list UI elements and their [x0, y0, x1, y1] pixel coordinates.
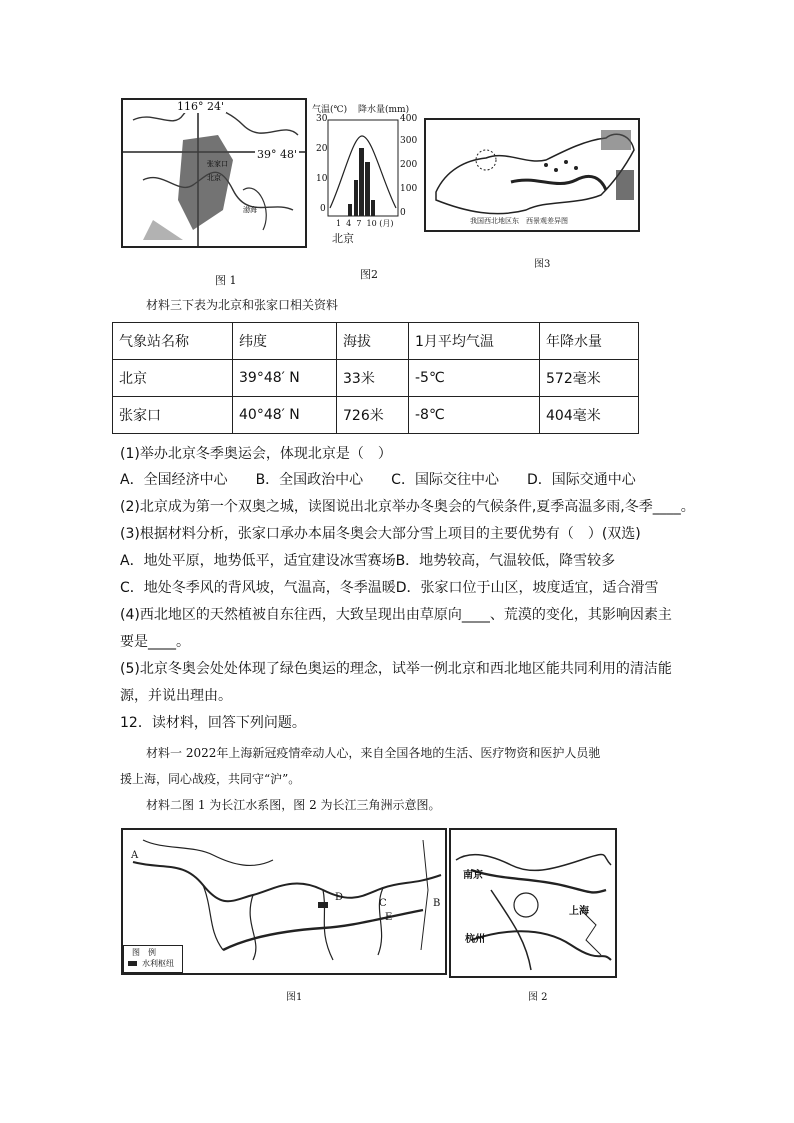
- latitude-label: 39° 48': [257, 148, 298, 161]
- station-table: [112, 322, 639, 434]
- svg-text:北京: 北京: [207, 174, 221, 182]
- material-3-intro: 材料三下表为北京和张家口相关资料: [146, 298, 339, 312]
- table-header-cell: 1月平均气温: [409, 323, 540, 360]
- precip-bar-6: [354, 180, 358, 216]
- figure-2-caption: 图2: [360, 268, 378, 281]
- delta-map-svg: [451, 830, 615, 976]
- precip-bar-9: [371, 200, 375, 216]
- left-tick-10: 10: [316, 174, 328, 184]
- city-shanghai: 上海: [569, 906, 589, 917]
- table-header-cell: 年降水量: [540, 323, 639, 360]
- right-tick-0: 0: [400, 208, 406, 218]
- dam-marker: [318, 902, 328, 908]
- question-5-cont: 源，并说出理由。: [120, 688, 232, 704]
- question-4-cont: 要是____。: [120, 634, 190, 650]
- beijing-region-map: [123, 100, 305, 246]
- table-cell: 39°48′ N: [233, 360, 337, 397]
- city-hangzhou: 杭州: [465, 934, 485, 945]
- question-4: (4)西北地区的天然植被自东往西，大致呈现出由草原向____、荒漠的变化，其影响因素主: [120, 607, 672, 623]
- right-tick-400: 400: [400, 114, 418, 124]
- right-tick-300: 300: [400, 136, 418, 146]
- figure-3-caption: 图3: [534, 259, 551, 270]
- material-1-line-2: 援上海，同心战疫，共同守“沪”。: [120, 772, 301, 786]
- table-cell: -5℃: [409, 360, 540, 397]
- material-2: 材料二图 1 为长江水系图，图 2 为长江三角洲示意图。: [146, 798, 441, 812]
- legend-item: 水利枢纽: [142, 959, 174, 968]
- precip-bar-8: [365, 162, 370, 216]
- temperature-axis-title: 气温(℃): [312, 105, 348, 115]
- right-tick-100: 100: [400, 184, 418, 194]
- month-ticks: 1 4 7 10 (月): [336, 219, 394, 228]
- precip-bar-5: [348, 204, 352, 216]
- yangtze-river-system-map: [121, 828, 447, 975]
- bottom-figure-2-caption: 图 2: [528, 992, 548, 1003]
- northwest-china-map: [426, 120, 638, 230]
- precipitation-axis-title: 降水量(mm): [358, 105, 410, 115]
- point-label-e: E: [385, 912, 393, 923]
- right-tick-200: 200: [400, 160, 418, 170]
- table-cell: 33米: [337, 360, 409, 397]
- svg-text:张家口: 张家口: [207, 160, 228, 168]
- table-cell: -8℃: [409, 397, 540, 434]
- question-2: (2)北京成为第一个双奥之城，读图说出北京举办冬奥会的气候条件,夏季高温多雨,冬季____。: [120, 499, 695, 515]
- table-cell: 726米: [337, 397, 409, 434]
- question-5: (5)北京冬奥会处处体现了绿色奥运的理念，试举一例北京和西北地区能共同利用的清洁能: [120, 661, 672, 677]
- city-nanjing: 南京: [463, 870, 483, 881]
- question-3-options-cd: C．地处冬季风的背风坡，气温高，冬季温暖D．张家口位于山区，坡度适宜，适合滑雪: [120, 580, 659, 596]
- figure-3-map: [424, 118, 640, 232]
- table-header-cell: 纬度: [233, 323, 337, 360]
- yangtze-delta-map: [449, 828, 617, 978]
- left-tick-0: 0: [320, 204, 326, 214]
- question-3: (3)根据材料分析，张家口承办本届冬奥会大部分雪上项目的主要优势有（ ）(双选): [120, 526, 641, 542]
- left-tick-20: 20: [316, 144, 328, 154]
- table-cell: 40°48′ N: [233, 397, 337, 434]
- table-row: [113, 397, 639, 434]
- longitude-label: 116° 24': [177, 100, 225, 113]
- table-header-row: [113, 323, 639, 360]
- table-cell: 北京: [113, 360, 233, 397]
- point-label-d: D: [335, 892, 344, 903]
- figure-2-climate-chart: [308, 100, 418, 250]
- question-1: (1)举办北京冬季奥运会，体现北京是（ ）: [120, 446, 392, 462]
- material-1-line-1: 材料一 2022年上海新冠疫情牵动人心，来自全国各地的生活、医疗物资和医护人员驰: [146, 746, 601, 760]
- table-row: [113, 360, 639, 397]
- legend-title: 图 例: [132, 948, 156, 957]
- figure-3-map-title: 我国西北地区东 西景观差异图: [470, 217, 568, 225]
- left-tick-30: 30: [316, 114, 328, 124]
- svg-text:渤海: 渤海: [243, 206, 257, 214]
- table-cell: 572毫米: [540, 360, 639, 397]
- legend-dam-icon: [128, 961, 137, 966]
- table-header-cell: 气象站名称: [113, 323, 233, 360]
- chart-city-label: 北京: [332, 232, 354, 245]
- precip-bar-7: [359, 148, 364, 216]
- figure-1-map: [121, 98, 307, 248]
- bottom-figure-1-caption: 图1: [286, 992, 303, 1003]
- table-cell: 张家口: [113, 397, 233, 434]
- question-1-options: A．全国经济中心 B．全国政治中心 C．国际交往中心 D．国际交通中心: [120, 472, 636, 488]
- map-legend: [123, 945, 183, 973]
- question-3-options-ab: A．地处平原，地势低平，适宜建设冰雪赛场B．地势较高，气温较低，降雪较多: [120, 553, 616, 569]
- figure-1-caption: 图 1: [215, 274, 237, 287]
- question-12: 12．读材料，回答下列问题。: [120, 715, 306, 731]
- point-label-b: B: [433, 898, 441, 909]
- point-label-a: A: [131, 850, 139, 861]
- table-cell: 404毫米: [540, 397, 639, 434]
- point-label-c: C: [379, 898, 387, 909]
- table-header-cell: 海拔: [337, 323, 409, 360]
